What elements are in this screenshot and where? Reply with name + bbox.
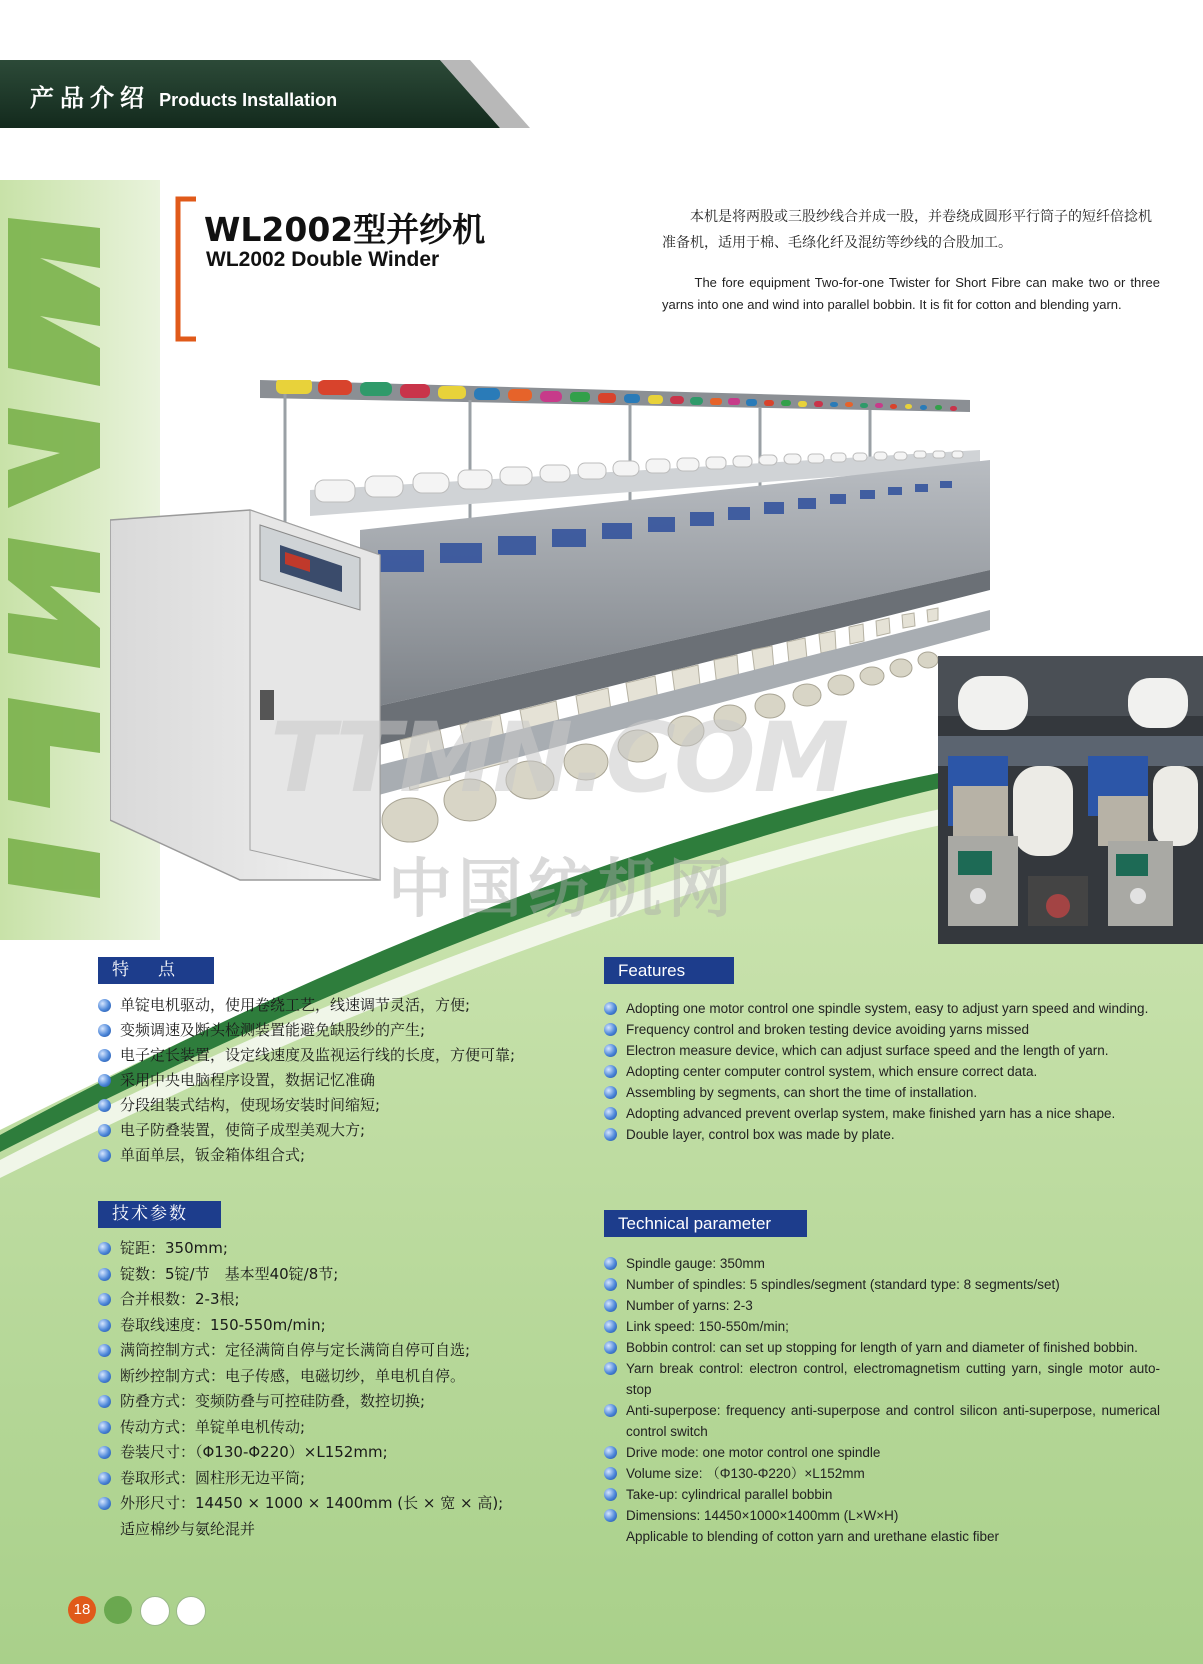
list-item: 电子防叠装置，使筒子成型美观大方;: [98, 1118, 588, 1143]
list-item-note: Applicable to blending of cotton yarn and urethane elastic fiber: [626, 1529, 999, 1544]
list-item: 电子定长装置，设定线速度及监视运行线的长度，方便可靠;: [98, 1043, 588, 1068]
bullet-icon: [604, 1509, 617, 1522]
watermark-cn: 中国纺机网: [388, 853, 738, 927]
bullet-icon: [98, 1370, 111, 1383]
list-item: 防叠方式：变频防叠与可控硅防叠，数控切换;: [98, 1389, 588, 1415]
winding-head-detail-photo: [938, 656, 1203, 944]
params-cn-list: [98, 1236, 588, 1542]
list-item: Spindle gauge: 350mm: [604, 1253, 1160, 1274]
bullet-icon: [98, 1099, 111, 1112]
wanli-vertical-logo: [0, 208, 110, 928]
bullet-icon: [604, 1404, 617, 1417]
product-title-cn: WL2002型并纱机: [204, 210, 486, 249]
bullet-icon: [98, 999, 111, 1012]
list-item: Yarn break control: electron control, electromagnetism cutting yarn, single motor auto-stop: [604, 1358, 1160, 1400]
list-item: 满筒控制方式：定径满筒自停与定长满筒自停可自选;: [98, 1338, 588, 1364]
header-title: [30, 78, 337, 113]
bullet-icon: [98, 1395, 111, 1408]
list-item: Drive mode: one motor control one spindle: [604, 1442, 1160, 1463]
list-item: Bobbin control: can set up stopping for length of yarn and diameter of finished bobbin.: [604, 1337, 1160, 1358]
bullet-icon: [604, 1299, 617, 1312]
list-item: 卷取线速度：150-550m/min;: [98, 1313, 588, 1339]
list-item: 分段组装式结构，使现场安装时间缩短;: [98, 1093, 588, 1118]
bullet-icon: [98, 1344, 111, 1357]
params-en-list: [604, 1253, 1160, 1547]
list-item: 锭距：350mm;: [98, 1236, 588, 1262]
list-item: Assembling by segments, can short the time of installation.: [604, 1082, 1160, 1103]
intro-text-cn: 本机是将两股或三股纱线合并成一股，并卷绕成圆形平行筒子的短纤倍捻机准备机，适用于棉、毛绦化纤及混纺等纱线的合股加工。: [662, 209, 1152, 251]
bullet-icon: [98, 1497, 111, 1510]
features-cn-list: [98, 993, 588, 1168]
params-en-heading: Technical parameter: [604, 1210, 807, 1237]
bullet-icon: [98, 1149, 111, 1162]
bullet-icon: [604, 1341, 617, 1354]
list-item: Dimensions: 14450×1000×1400mm (L×W×H): [604, 1505, 1160, 1526]
list-item: 变频调速及断头检测装置能避免缺股纱的产生;: [98, 1018, 588, 1043]
bullet-icon: [98, 1242, 111, 1255]
list-item: 单面单层，钣金箱体组合式;: [98, 1143, 588, 1168]
list-item: 采用中央电脑程序设置，数据记忆准确: [98, 1068, 588, 1093]
bullet-icon: [604, 1257, 617, 1270]
bullet-icon: [98, 1472, 111, 1485]
list-item: 卷取形式：圆柱形无边平筒;: [98, 1466, 588, 1492]
bullet-icon: [604, 1107, 617, 1120]
list-item: Number of spindles: 5 spindles/segment (standard type: 8 segments/set): [604, 1274, 1160, 1295]
features-en-heading: Features: [604, 957, 734, 984]
list-item: 卷装尺寸：（Φ130-Φ220）×L152mm;: [98, 1440, 588, 1466]
bullet-icon: [604, 1065, 617, 1078]
page-number: 18: [68, 1596, 96, 1624]
bullet-icon: [98, 1024, 111, 1037]
list-item: 合并根数：2-3根;: [98, 1287, 588, 1313]
list-item: 传动方式：单锭单电机传动;: [98, 1415, 588, 1441]
bullet-icon: [604, 1467, 617, 1480]
list-item: Frequency control and broken testing device avoiding yarns missed: [604, 1019, 1160, 1040]
list-item: Double layer, control box was made by plate.: [604, 1124, 1160, 1145]
page-dot-green: [104, 1596, 132, 1624]
bullet-icon: [98, 1421, 111, 1434]
intro-text-en: The fore equipment Two-for-one Twister for Short Fibre can make two or three yarns into one and wind into parallel bobbin. It is fit for cotton and blending yarn.: [662, 275, 1160, 312]
title-bracket: [170, 196, 200, 342]
list-item: Take-up: cylindrical parallel bobbin: [604, 1484, 1160, 1505]
bullet-icon: [604, 1044, 617, 1057]
list-item: Adopting advanced prevent overlap system, make finished yarn has a nice shape.: [604, 1103, 1160, 1124]
bullet-icon: [604, 1488, 617, 1501]
bullet-icon: [604, 1278, 617, 1291]
list-item-note: 适应棉纱与氨纶混并: [120, 1519, 256, 1538]
bullet-icon: [98, 1319, 111, 1332]
bullet-icon: [604, 1002, 617, 1015]
list-item: Electron measure device, which can adjust surface speed and the length of yarn.: [604, 1040, 1160, 1061]
list-item: 外形尺寸：14450 × 1000 × 1400mm (长 × 宽 × 高);: [98, 1491, 588, 1517]
bullet-icon: [604, 1446, 617, 1459]
list-item: 锭数：5锭/节 基本型40锭/8节;: [98, 1262, 588, 1288]
header-title-en: Products Installation: [159, 90, 338, 110]
page-dot-white: [140, 1596, 170, 1626]
features-en-list: [604, 998, 1160, 1145]
bullet-icon: [604, 1023, 617, 1036]
bullet-icon: [604, 1086, 617, 1099]
features-cn-heading: 特 点: [98, 957, 214, 984]
header-title-cn: 产品介绍: [30, 84, 150, 112]
list-item: Anti-superpose: frequency anti-superpose and control silicon anti-superpose, numerical control switch: [604, 1400, 1160, 1442]
list-item: Number of yarns: 2-3: [604, 1295, 1160, 1316]
bullet-icon: [98, 1268, 111, 1281]
bullet-icon: [98, 1124, 111, 1137]
bullet-icon: [98, 1074, 111, 1087]
bullet-icon: [98, 1446, 111, 1459]
params-cn-heading: 技术参数: [98, 1201, 221, 1228]
list-item: Adopting one motor control one spindle system, easy to adjust yarn speed and winding.: [604, 998, 1160, 1019]
list-item: 单锭电机驱动，使用卷绕工艺，线速调节灵活，方便;: [98, 993, 588, 1018]
bullet-icon: [604, 1320, 617, 1333]
list-item: Link speed: 150-550m/min;: [604, 1316, 1160, 1337]
list-item: Volume size: （Φ130-Φ220）×L152mm: [604, 1463, 1160, 1484]
watermark-ttmn: TTMN.COM: [270, 702, 848, 814]
list-item: 断纱控制方式：电子传感，电磁切纱，单电机自停。: [98, 1364, 588, 1390]
bullet-icon: [604, 1362, 617, 1375]
bullet-icon: [98, 1293, 111, 1306]
bullet-icon: [604, 1128, 617, 1141]
list-item: Adopting center computer control system, which ensure correct data.: [604, 1061, 1160, 1082]
page-dot-white: [176, 1596, 206, 1626]
product-title-en: WL2002 Double Winder: [206, 248, 440, 271]
bullet-icon: [98, 1049, 111, 1062]
